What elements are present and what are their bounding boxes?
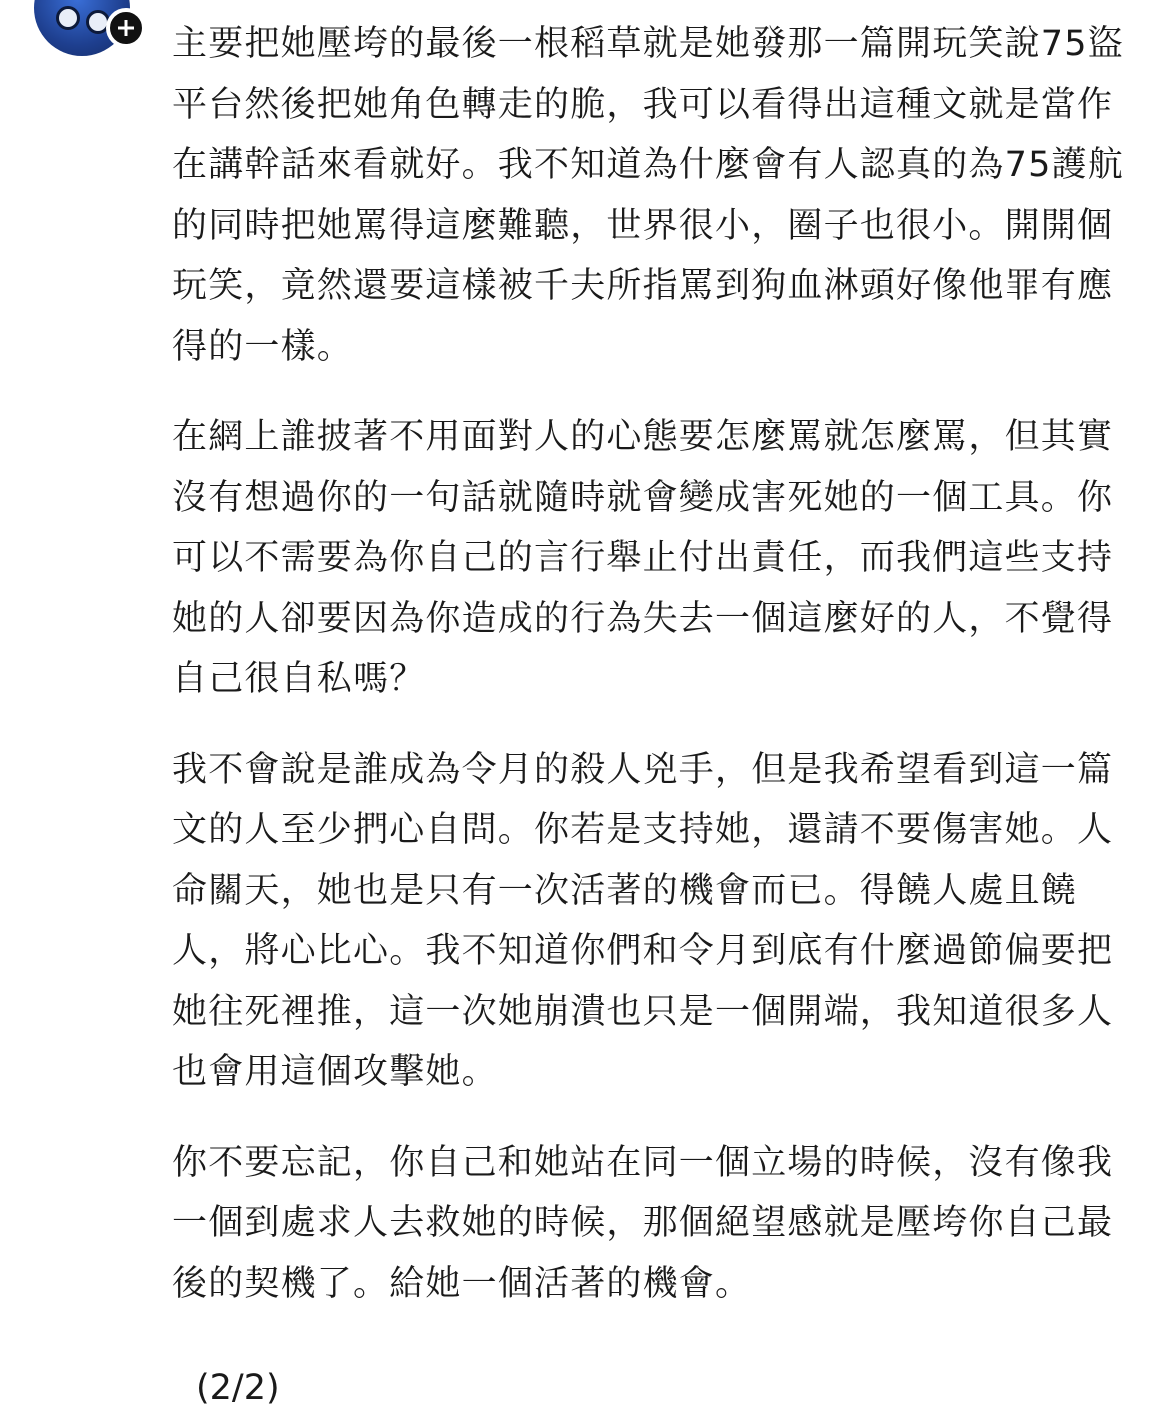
post-paragraph: 在網上誰披著不用面對人的心態要怎麼罵就怎麼罵，但其實沒有想過你的一句話就隨時就會變成害死她的一個工具。你可以不需要為你自己的言行舉止付出責任，而我們這些支持她的人卻要因為你造成的行為失去一個這麼好的人，不覺得自己很自私嗎？ bbox=[172, 417, 1114, 699]
post-paragraph: 主要把她壓垮的最後一根稻草就是她發那一篇開玩笑說75盜平台然後把她角色轉走的脆，我可以看得出這種文就是當作在講幹話來看就好。我不知道為什麼會有人認真的為75護航的同時把她罵得這麼難聽，世界很小，圈子也很小。開開個玩笑，竟然還要這樣被千夫所指罵到狗血淋頭好像他罪有應得的一樣。 bbox=[172, 24, 1124, 367]
post-paragraph: 你不要忘記，你自己和她站在同一個立場的時候，沒有像我一個到處求人去救她的時候，那個絕望感就是壓垮你自己最後的契機了。給她一個活著的機會。 bbox=[172, 1142, 1114, 1304]
avatar-eye-left bbox=[56, 6, 80, 30]
plus-icon bbox=[116, 18, 136, 38]
author-avatar-group[interactable] bbox=[20, 0, 140, 70]
post-body bbox=[172, 14, 1147, 1344]
page-indicator: (2/2) bbox=[196, 1368, 280, 1408]
post-paragraph: 我不會說是誰成為令月的殺人兇手，但是我希望看到這一篇文的人至少捫心自問。你若是支持她，還請不要傷害她。人命關天，她也是只有一次活著的機會而已。得饒人處且饒人，將心比心。我不知道你們和令月到底有什麼過節偏要把她往死裡推，這一次她崩潰也只是一個開端，我知道很多人也會用這個攻擊她。 bbox=[172, 749, 1114, 1092]
follow-button[interactable] bbox=[106, 8, 146, 48]
